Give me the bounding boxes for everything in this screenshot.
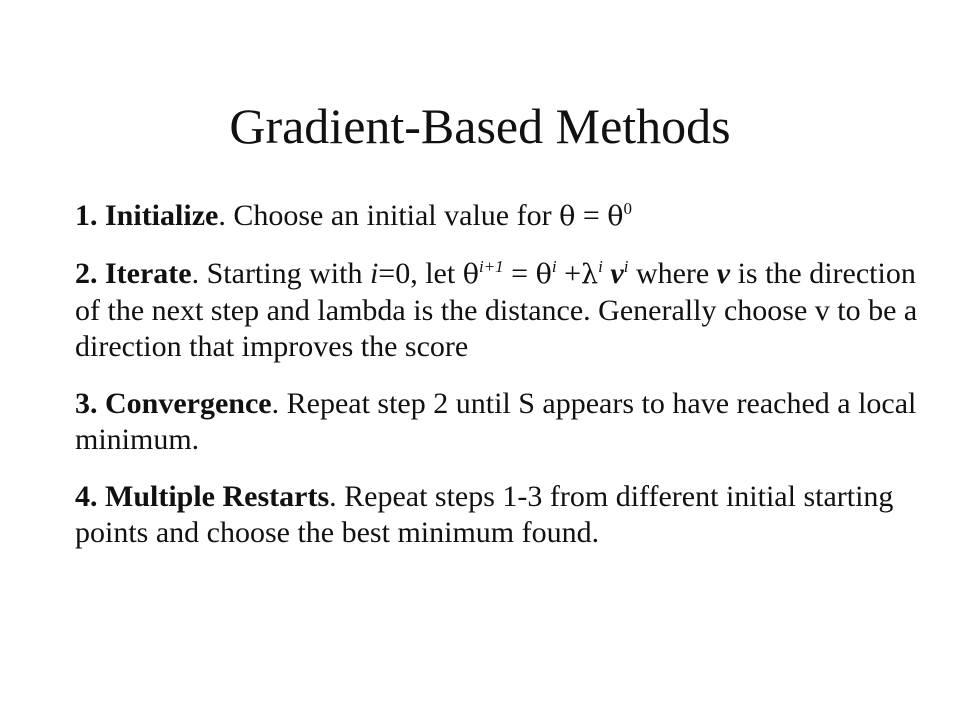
direction-vector: v bbox=[610, 257, 624, 290]
slide-body bbox=[75, 198, 935, 572]
step-number: 3. bbox=[75, 387, 98, 420]
step-label: Iterate bbox=[105, 257, 192, 290]
theta-symbol: θ bbox=[559, 201, 576, 232]
lambda-symbol: λ bbox=[581, 259, 599, 290]
theta-symbol: θ bbox=[535, 259, 552, 290]
step-number: 2. bbox=[75, 257, 98, 290]
step-label: Initialize bbox=[105, 199, 219, 232]
step-convergence: 3. Convergence. Repeat step 2 until S appears to have reached a local minimum. bbox=[75, 387, 917, 456]
step-multiple-restarts: 4. Multiple Restarts. Repeat steps 1-3 from different initial starting points and choose the best minimum found. bbox=[75, 480, 894, 549]
theta-symbol: θ bbox=[462, 259, 479, 290]
index-variable: i bbox=[369, 257, 379, 290]
step-label: Convergence bbox=[105, 387, 272, 420]
step-initialize: 1. Initialize. Choose an initial value for $\theta = \theta^0$ bbox=[75, 199, 633, 232]
direction-vector: v bbox=[716, 257, 731, 290]
theta-symbol: θ bbox=[607, 201, 624, 232]
step-number: 1. bbox=[75, 199, 98, 232]
step-number: 4. bbox=[75, 480, 98, 513]
step-label: Multiple Restarts bbox=[105, 480, 330, 513]
slide-title: Gradient-Based Methods bbox=[229, 98, 731, 154]
step-iterate: 2. Iterate. Starting with i=0, let $\theta^{i+1} = \theta^i +\lambda^i$ $v^i$ where v is the direction of the next step and lambda is the distance. Generally choose v to be a direction that improves the score bbox=[75, 257, 918, 363]
